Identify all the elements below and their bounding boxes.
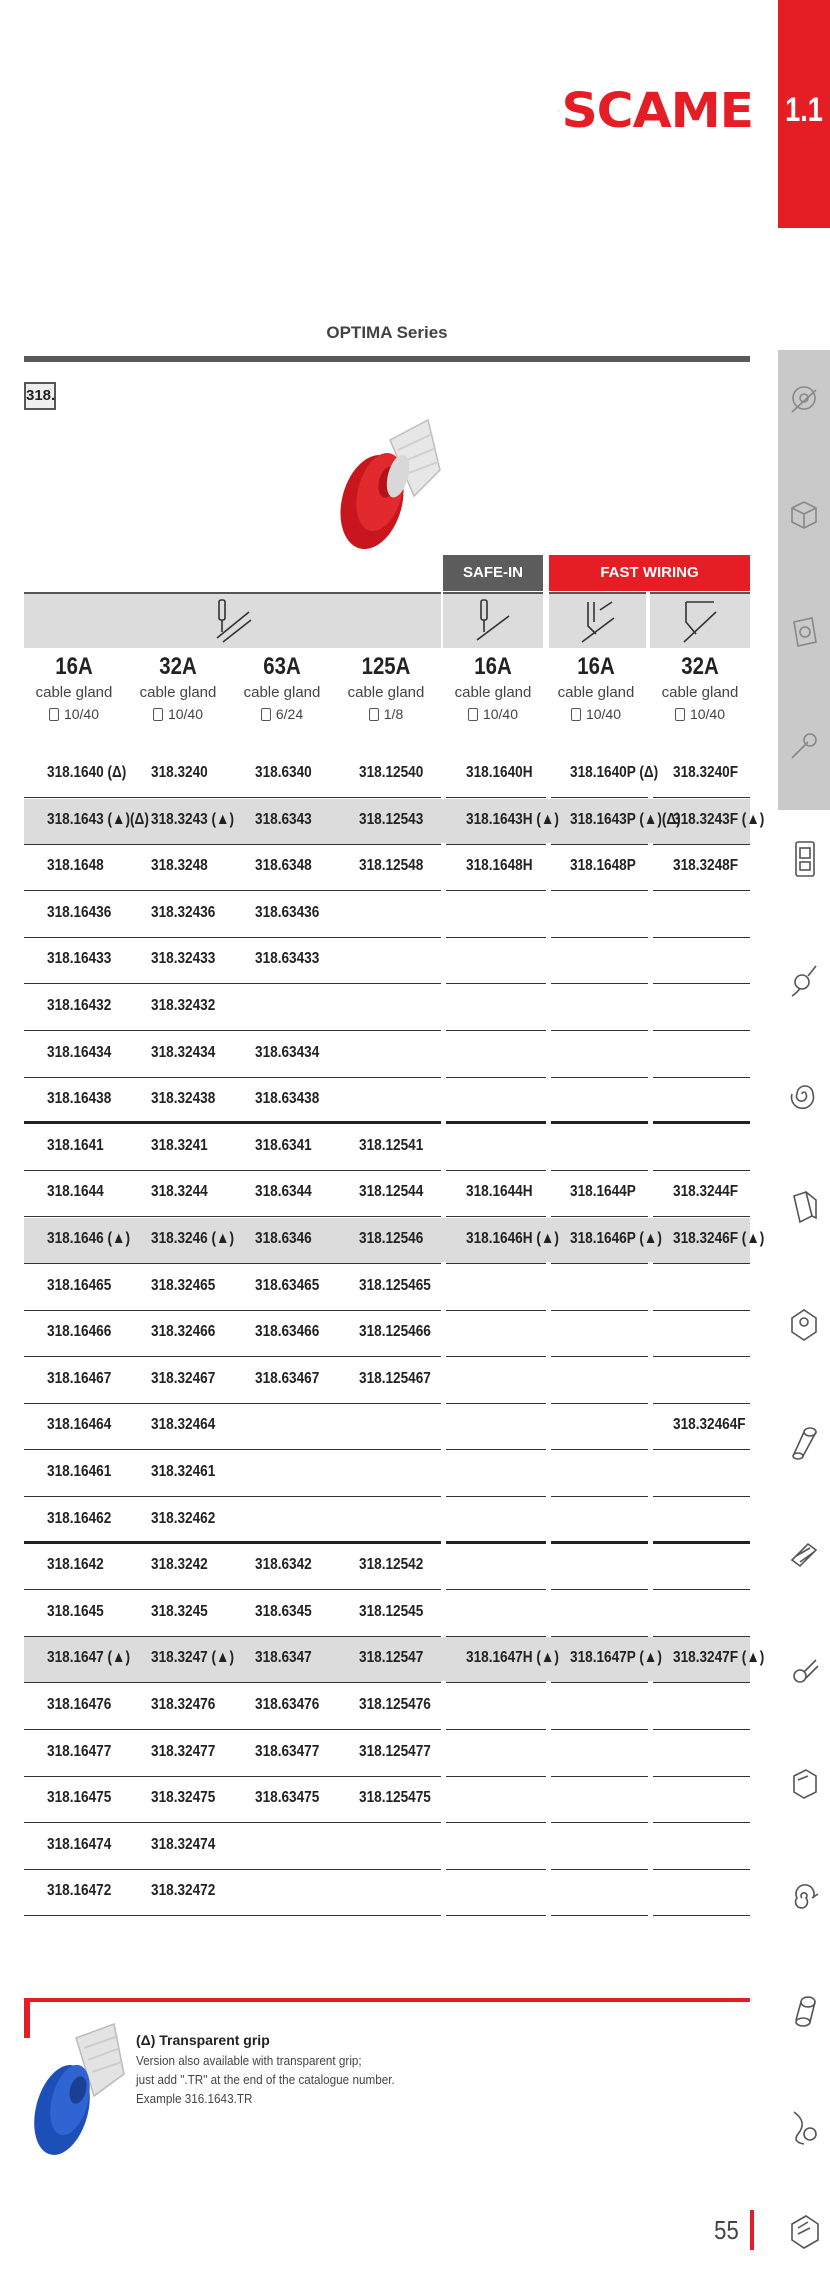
table-cell xyxy=(232,1404,255,1448)
table-cell xyxy=(547,1544,570,1588)
table-cell xyxy=(547,1032,570,1076)
table-cell: 318.32433 xyxy=(151,950,216,968)
table-cell: 318.1644H xyxy=(466,1183,533,1201)
table-cell xyxy=(443,1731,466,1775)
table-cell xyxy=(443,1358,466,1402)
table-cell xyxy=(650,1870,673,1914)
table-cell xyxy=(443,1544,466,1588)
amp-rating: 16A xyxy=(474,653,512,680)
table-cell xyxy=(650,1684,673,1728)
table-cell: 318.1648H xyxy=(466,857,533,875)
table-cell xyxy=(547,1404,570,1448)
sidebar-gland-icon[interactable] xyxy=(788,1990,820,2034)
cable-gland-icon xyxy=(468,708,478,721)
table-row xyxy=(24,1032,750,1078)
table-cell: 318.12548 xyxy=(359,857,424,875)
table-cell xyxy=(650,938,673,982)
red-socket-image xyxy=(328,410,448,570)
table-cell: 318.32464F xyxy=(673,1416,746,1434)
table-cell xyxy=(547,938,570,982)
table-cell: 318.3242 xyxy=(151,1556,208,1574)
table-cell: 318.1648 xyxy=(47,857,104,875)
sidebar-box-icon[interactable] xyxy=(788,492,820,536)
table-cell: 318.1640H xyxy=(466,764,533,781)
amp-rating: 32A xyxy=(681,653,719,680)
amp-rating: 32A xyxy=(159,653,197,680)
table-cell xyxy=(650,1032,673,1076)
push-wire-icon xyxy=(578,598,618,644)
table-cell: 318.1647P (▲) xyxy=(570,1649,662,1667)
table-row xyxy=(24,1265,750,1311)
table-cell: 318.3240 xyxy=(151,764,208,781)
column-header-1 xyxy=(24,652,124,724)
table-cell: 318.16467 xyxy=(47,1369,112,1387)
table-row xyxy=(24,985,750,1031)
table-row xyxy=(24,799,765,845)
table-cell: 318.16434 xyxy=(47,1043,112,1061)
table-cell: 318.16438 xyxy=(47,1090,112,1108)
table-cell: 318.32464 xyxy=(151,1416,216,1434)
table-row xyxy=(24,1171,750,1217)
table-cell: 318.3247F (▲) xyxy=(673,1649,765,1667)
table-cell xyxy=(336,1451,359,1495)
table-row xyxy=(24,1218,765,1264)
table-cell: 318.6344 xyxy=(255,1183,312,1201)
sidebar-reel-icon[interactable] xyxy=(788,378,820,422)
column-header-6 xyxy=(546,652,646,724)
table-cell xyxy=(443,892,466,936)
table-cell: 318.1643H (▲) xyxy=(466,810,559,828)
table-cell: 318.32461 xyxy=(151,1463,216,1480)
table-cell xyxy=(336,985,359,1029)
table-cell xyxy=(547,1684,570,1728)
table-cell xyxy=(547,985,570,1029)
table-row xyxy=(24,892,750,938)
table-cell: 318.16436 xyxy=(47,903,112,921)
table-cell xyxy=(336,1870,359,1914)
table-cell: 318.6341 xyxy=(255,1136,312,1154)
table-cell: 318.1646H (▲) xyxy=(466,1230,559,1247)
table-cell: 318.125476 xyxy=(359,1696,431,1713)
gland-label: cable gland xyxy=(35,684,113,701)
table-cell: 318.16433 xyxy=(47,950,112,968)
table-cell xyxy=(650,1498,673,1542)
sidebar-cable-reel-icon[interactable] xyxy=(788,2104,820,2148)
table-cell: 318.1641 xyxy=(47,1136,104,1154)
table-cell: 318.6343 xyxy=(255,810,312,828)
table-cell xyxy=(650,1265,673,1309)
table-row xyxy=(24,1498,750,1544)
table-cell xyxy=(443,1311,466,1355)
title-rule xyxy=(24,356,750,362)
column-gap xyxy=(546,1914,551,1917)
table-cell xyxy=(336,892,359,936)
table-cell xyxy=(443,1824,466,1868)
note-line: just add ".TR" at the end of the catalogue number. xyxy=(136,2072,395,2087)
sidebar-panel-icon[interactable] xyxy=(788,838,820,882)
sidebar-enclosure-icon[interactable] xyxy=(788,1762,820,1806)
amp-rating: 16A xyxy=(577,653,615,680)
table-cell xyxy=(547,1777,570,1821)
table-cell xyxy=(547,1591,570,1635)
table-cell: 318.6347 xyxy=(255,1649,312,1667)
table-cell xyxy=(650,1544,673,1588)
sidebar-hose-icon[interactable] xyxy=(788,1876,820,1920)
table-cell: 318.1644P xyxy=(570,1183,636,1201)
column-header-4 xyxy=(336,652,436,724)
table-cell xyxy=(443,1684,466,1728)
note-title: (Δ) Transparent grip xyxy=(136,2032,270,2048)
gland-range: 10/40 xyxy=(128,704,228,724)
gland-label: cable gland xyxy=(661,684,739,701)
gland-label: cable gland xyxy=(347,684,425,701)
cable-gland-icon xyxy=(675,708,685,721)
cable-gland-icon xyxy=(153,708,163,721)
table-cell xyxy=(443,985,466,1029)
table-cell xyxy=(336,1498,359,1542)
sidebar-socket-box-icon[interactable] xyxy=(788,610,820,654)
table-cell: 318.1645 xyxy=(47,1602,104,1620)
cable-gland-icon xyxy=(261,708,271,721)
table-cell xyxy=(650,985,673,1029)
table-cell: 318.6340 xyxy=(255,764,312,781)
table-cell: 318.3246 (▲) xyxy=(151,1230,235,1247)
table-cell: 318.1647 (▲) xyxy=(47,1649,131,1667)
sidebar-fitting-icon[interactable] xyxy=(788,1648,820,1692)
gland-range: 6/24 xyxy=(232,704,332,724)
table-cell: 318.16477 xyxy=(47,1742,112,1760)
table-cell xyxy=(443,1125,466,1169)
table-cell xyxy=(547,1078,570,1122)
table-cell: 318.63477 xyxy=(255,1742,320,1760)
amp-rating: 63A xyxy=(263,653,301,680)
column-header-7 xyxy=(650,652,750,724)
table-cell: 318.1640 (Δ) xyxy=(47,764,127,781)
table-cell: 318.16475 xyxy=(47,1789,112,1807)
table-row xyxy=(24,1777,750,1823)
table-row xyxy=(24,938,750,984)
table-cell: 318.16466 xyxy=(47,1323,112,1341)
table-cell: 318.32467 xyxy=(151,1369,216,1387)
table-cell xyxy=(336,1404,359,1448)
table-cell: 318.32472 xyxy=(151,1882,216,1900)
table-cell: 318.32465 xyxy=(151,1276,216,1294)
table-cell: 318.32475 xyxy=(151,1789,216,1807)
table-cell: 318.3240F xyxy=(673,764,739,781)
table-cell: 318.1643 (▲)(Δ) xyxy=(47,810,149,828)
column-header-2 xyxy=(128,652,228,724)
table-row xyxy=(24,1637,765,1683)
table-cell: 318.125466 xyxy=(359,1323,431,1341)
sidebar-junction-box-icon[interactable] xyxy=(788,1300,820,1344)
sidebar-divider xyxy=(778,228,830,230)
table-row xyxy=(24,1125,750,1171)
table-cell: 318.16461 xyxy=(47,1463,112,1480)
table-cell: 318.32434 xyxy=(151,1043,216,1061)
table-cell: 318.63438 xyxy=(255,1090,320,1108)
table-cell xyxy=(443,1777,466,1821)
cable-gland-icon xyxy=(571,708,581,721)
table-cell xyxy=(650,1078,673,1122)
table-cell xyxy=(232,1451,255,1495)
table-cell: 318.12544 xyxy=(359,1183,424,1201)
table-cell: 318.16464 xyxy=(47,1416,112,1434)
table-cell xyxy=(547,892,570,936)
table-cell: 318.63466 xyxy=(255,1323,320,1341)
table-cell: 318.3243 (▲) xyxy=(151,810,235,828)
table-row xyxy=(24,1078,750,1124)
table-row xyxy=(24,1544,750,1590)
table-cell: 318.32432 xyxy=(151,997,216,1014)
table-cell: 318.1644 xyxy=(47,1183,104,1201)
gland-label: cable gland xyxy=(139,684,217,701)
safe-in-cable-icon xyxy=(473,598,513,644)
table-cell: 318.32474 xyxy=(151,1835,216,1853)
gland-label: cable gland xyxy=(454,684,532,701)
gland-range: 10/40 xyxy=(650,704,750,724)
table-cell: 318.1646 (▲) xyxy=(47,1230,131,1247)
section-tab-active xyxy=(778,0,830,228)
table-cell xyxy=(547,1311,570,1355)
table-cell xyxy=(443,1451,466,1495)
column-header-3 xyxy=(232,652,332,724)
table-cell xyxy=(547,1125,570,1169)
sidebar-cable-tray-icon[interactable] xyxy=(788,1534,820,1578)
table-cell: 318.6346 xyxy=(255,1230,312,1247)
table-cell xyxy=(443,1870,466,1914)
table-row xyxy=(24,1731,750,1777)
table-row xyxy=(24,1591,750,1637)
table-row xyxy=(24,1404,750,1450)
table-cell xyxy=(650,1591,673,1635)
table-row xyxy=(24,1358,750,1404)
table-cell xyxy=(650,1311,673,1355)
table-cell: 318.63434 xyxy=(255,1043,320,1061)
section-number: 1.1 xyxy=(785,91,823,129)
table-cell: 318.3248 xyxy=(151,857,208,875)
table-cell xyxy=(547,1731,570,1775)
table-cell: 318.6348 xyxy=(255,857,312,875)
table-cell: 318.16432 xyxy=(47,997,112,1014)
table-cell xyxy=(650,1731,673,1775)
table-cell xyxy=(232,1824,255,1868)
sidebar-conduit-icon[interactable] xyxy=(788,1420,820,1464)
table-cell: 318.3247 (▲) xyxy=(151,1649,235,1667)
amp-rating: 16A xyxy=(55,653,93,680)
column-gap xyxy=(648,1120,653,1124)
table-row xyxy=(24,1311,750,1357)
table-cell xyxy=(232,1870,255,1914)
table-cell xyxy=(443,1078,466,1122)
table-cell: 318.16465 xyxy=(47,1276,112,1294)
table-cell xyxy=(336,938,359,982)
table-row xyxy=(24,1684,750,1730)
page-number: 55 xyxy=(714,2215,739,2245)
table-cell xyxy=(443,1032,466,1076)
table-cell: 318.6345 xyxy=(255,1602,312,1620)
brand-name: SCAME xyxy=(560,83,753,139)
gland-range: 10/40 xyxy=(24,704,124,724)
cable-gland-icon xyxy=(49,708,59,721)
series-title: OPTIMA Series xyxy=(326,323,448,342)
table-cell xyxy=(650,1451,673,1495)
table-cell: 318.6342 xyxy=(255,1556,312,1574)
clamp-wire-icon xyxy=(680,598,720,644)
table-cell xyxy=(336,1824,359,1868)
table-cell xyxy=(547,1265,570,1309)
table-cell: 318.63467 xyxy=(255,1369,320,1387)
column-gap xyxy=(648,1914,653,1917)
safe-in-header: SAFE-IN xyxy=(443,555,543,591)
table-row xyxy=(24,752,750,798)
table-cell: 318.12540 xyxy=(359,764,424,781)
sidebar-distribution-box-icon[interactable] xyxy=(788,2206,820,2250)
table-cell: 318.32476 xyxy=(151,1696,216,1713)
table-cell xyxy=(443,1265,466,1309)
note-rule xyxy=(24,1998,750,2002)
table-cell xyxy=(443,1404,466,1448)
fast-wiring-icon-band-32a xyxy=(650,592,750,648)
table-cell xyxy=(547,1870,570,1914)
sidebar-plug-cable-icon[interactable] xyxy=(788,958,820,1002)
table-cell xyxy=(650,1777,673,1821)
table-cell xyxy=(336,1078,359,1122)
gland-label: cable gland xyxy=(557,684,635,701)
table-cell xyxy=(547,1358,570,1402)
table-row xyxy=(24,845,750,891)
table-cell: 318.12546 xyxy=(359,1230,424,1247)
gland-range: 10/40 xyxy=(546,704,646,724)
table-cell: 318.16474 xyxy=(47,1835,112,1853)
product-code-box: 318. xyxy=(24,382,56,410)
table-cell xyxy=(650,1125,673,1169)
table-cell: 318.63475 xyxy=(255,1789,320,1807)
table-cell: 318.3248F xyxy=(673,857,739,875)
table-cell: 318.32438 xyxy=(151,1090,216,1108)
table-cell: 318.125477 xyxy=(359,1742,431,1760)
cable-gland-icon-band xyxy=(24,592,441,648)
scame-logo xyxy=(558,83,753,139)
fast-wiring-icon-band-16a xyxy=(549,592,646,648)
table-cell xyxy=(547,1824,570,1868)
table-cell xyxy=(232,1498,255,1542)
table-cell: 318.3246F (▲) xyxy=(673,1230,765,1247)
fast-wiring-header: FAST WIRING xyxy=(549,555,750,591)
page-number-accent xyxy=(750,2210,754,2250)
table-row xyxy=(24,1870,750,1916)
table-cell: 318.1648P xyxy=(570,857,636,875)
table-row xyxy=(24,1824,750,1870)
table-cell: 318.3241 xyxy=(151,1136,208,1154)
column-header-5 xyxy=(443,652,543,724)
table-cell xyxy=(650,1358,673,1402)
table-cell: 318.12543 xyxy=(359,810,424,828)
table-cell: 318.63476 xyxy=(255,1696,320,1713)
table-cell: 318.12545 xyxy=(359,1602,424,1620)
table-cell xyxy=(232,985,255,1029)
column-gap xyxy=(546,1120,551,1124)
table-cell: 318.32436 xyxy=(151,903,216,921)
table-cell xyxy=(650,1824,673,1868)
table-cell xyxy=(650,892,673,936)
table-cell: 318.32466 xyxy=(151,1323,216,1341)
note-line: Example 316.1643.TR xyxy=(136,2091,253,2106)
column-gap xyxy=(441,1120,446,1124)
section-sidebar xyxy=(778,0,830,2284)
table-cell xyxy=(443,1498,466,1542)
table-cell: 318.32477 xyxy=(151,1742,216,1760)
table-cell xyxy=(336,1032,359,1076)
table-cell: 318.3245 xyxy=(151,1602,208,1620)
table-cell xyxy=(547,1451,570,1495)
column-gap xyxy=(648,1540,653,1544)
sidebar-spiral-icon[interactable] xyxy=(788,1072,820,1116)
table-cell: 318.16472 xyxy=(47,1882,112,1900)
table-cell xyxy=(547,1498,570,1542)
column-gap xyxy=(546,1540,551,1544)
gland-range: 1/8 xyxy=(336,704,436,724)
table-cell: 318.3244 xyxy=(151,1183,208,1201)
table-cell: 318.63465 xyxy=(255,1276,320,1294)
table-cell: 318.16462 xyxy=(47,1509,112,1527)
column-gap xyxy=(441,1914,446,1917)
table-cell: 318.1640P (Δ) xyxy=(570,764,659,781)
table-cell: 318.16476 xyxy=(47,1696,112,1713)
blue-socket-image xyxy=(28,2018,128,2178)
table-cell: 318.125467 xyxy=(359,1369,431,1387)
table-cell xyxy=(443,1591,466,1635)
table-cell: 318.3243F (▲) xyxy=(673,810,765,828)
plug-question-icon xyxy=(786,266,822,310)
table-cell: 318.1643P (▲)(Δ) xyxy=(570,810,681,828)
table-cell: 318.63436 xyxy=(255,903,320,921)
note-line: Version also available with transparent grip; xyxy=(136,2053,362,2068)
table-row xyxy=(24,1451,750,1497)
table-cell: 318.12542 xyxy=(359,1556,424,1574)
amp-rating: 125A xyxy=(361,653,411,680)
table-cell: 318.12547 xyxy=(359,1649,424,1667)
gland-label: cable gland xyxy=(243,684,321,701)
table-cell: 318.32462 xyxy=(151,1509,216,1527)
sidebar-wall-socket-icon[interactable] xyxy=(788,1186,820,1230)
safe-in-icon-band xyxy=(443,592,543,648)
table-cell: 318.125465 xyxy=(359,1276,431,1294)
sidebar-cable-tool-icon[interactable] xyxy=(788,724,820,768)
column-gap xyxy=(441,1540,446,1544)
table-cell: 318.1647H (▲) xyxy=(466,1649,559,1667)
cable-gland-icon xyxy=(369,708,379,721)
table-cell: 318.63433 xyxy=(255,950,320,968)
table-cell: 318.1642 xyxy=(47,1556,104,1574)
gland-range: 10/40 xyxy=(443,704,543,724)
scame-logo-mark-icon xyxy=(558,89,560,133)
table-cell xyxy=(443,938,466,982)
table-cell: 318.1646P (▲) xyxy=(570,1230,662,1247)
table-cell: 318.12541 xyxy=(359,1136,424,1154)
table-cell: 318.3244F xyxy=(673,1183,739,1201)
screwdriver-cable-icon xyxy=(213,598,253,644)
table-cell: 318.125475 xyxy=(359,1789,431,1807)
